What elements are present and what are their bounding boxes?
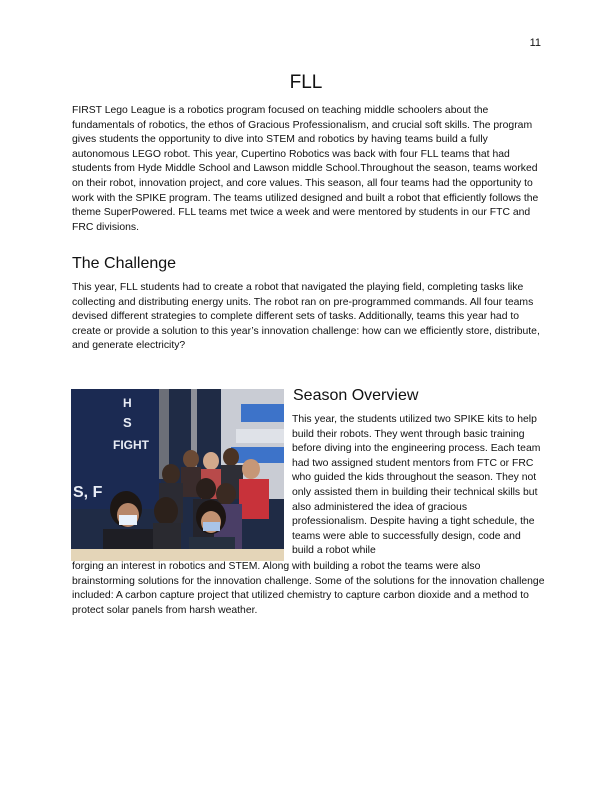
challenge-heading: The Challenge — [72, 255, 177, 272]
wall-letter-h: H — [123, 396, 132, 410]
challenge-paragraph: This year, FLL students had to create a robot that navigated the playing field, completing tasks like collecting and distributing energy units. The robot ran on pre-programmed commands. All four teams devised different strategies to complete different sets of tasks. Additionally, teams this year had to create or provide a solution to this year’s innovation challenge: how can we efficiently store, distribute, and generate electricity? — [72, 282, 540, 352]
page-number: 11 — [529, 37, 541, 49]
team-group-photo — [71, 389, 284, 561]
intro-paragraph: FIRST Lego League is a robotics program focused on teaching middle schoolers about the fundamentals of robotics, the ethos of Gracious Professionalism, and crucial soft skills. The program gives students the opportunity to dive into STEM and robotics by having teams build a fully autonomous LEGO robot. This year, Cupertino Robotics was back with four FLL teams that had students from Hyde Middle School and Lawson middle School.Throughout the season, teams worked on their robot, innovation project, and core values. This season, all four teams had the opportunity to work with the SPIKE program. The teams utilized designed and built a robot that efficiently follows the theme SuperPowered. FLL teams met twice a week and were mentored by students in our FTC and FRC divisions. — [72, 105, 539, 233]
season-overview-paragraph: This year, the students utilized two SPIKE kits to help build their robots. They went through basic training before diving into the engineering process. Each team had two assigned student mentors from FTC or FRC who guided the kids throughout the season. They not only assisted them in building their technical skills but also administered the idea of gracious professionalism. Despite having a tight schedule, the teams were able to successfully design, code and build a robot while — [292, 414, 541, 557]
wall-text-left: S, F — [73, 484, 103, 501]
page-title: FLL — [289, 72, 323, 93]
wall-word-fight: FIGHT — [113, 438, 149, 452]
season-overview-paragraph-continued: forging an interest in robotics and STEM. Along with building a robot the teams were also brainstorming solutions for the innovation challenge. Some of the solutions for the innovation challenge included: A carbon capture project that utilized chemistry to capture carbon dioxide and a method to protect solar panels from harsh weather. — [72, 561, 545, 616]
wall-letter-s: S — [123, 415, 132, 430]
team-photo-illustration — [71, 389, 284, 561]
season-overview-heading: Season Overview — [293, 387, 419, 404]
